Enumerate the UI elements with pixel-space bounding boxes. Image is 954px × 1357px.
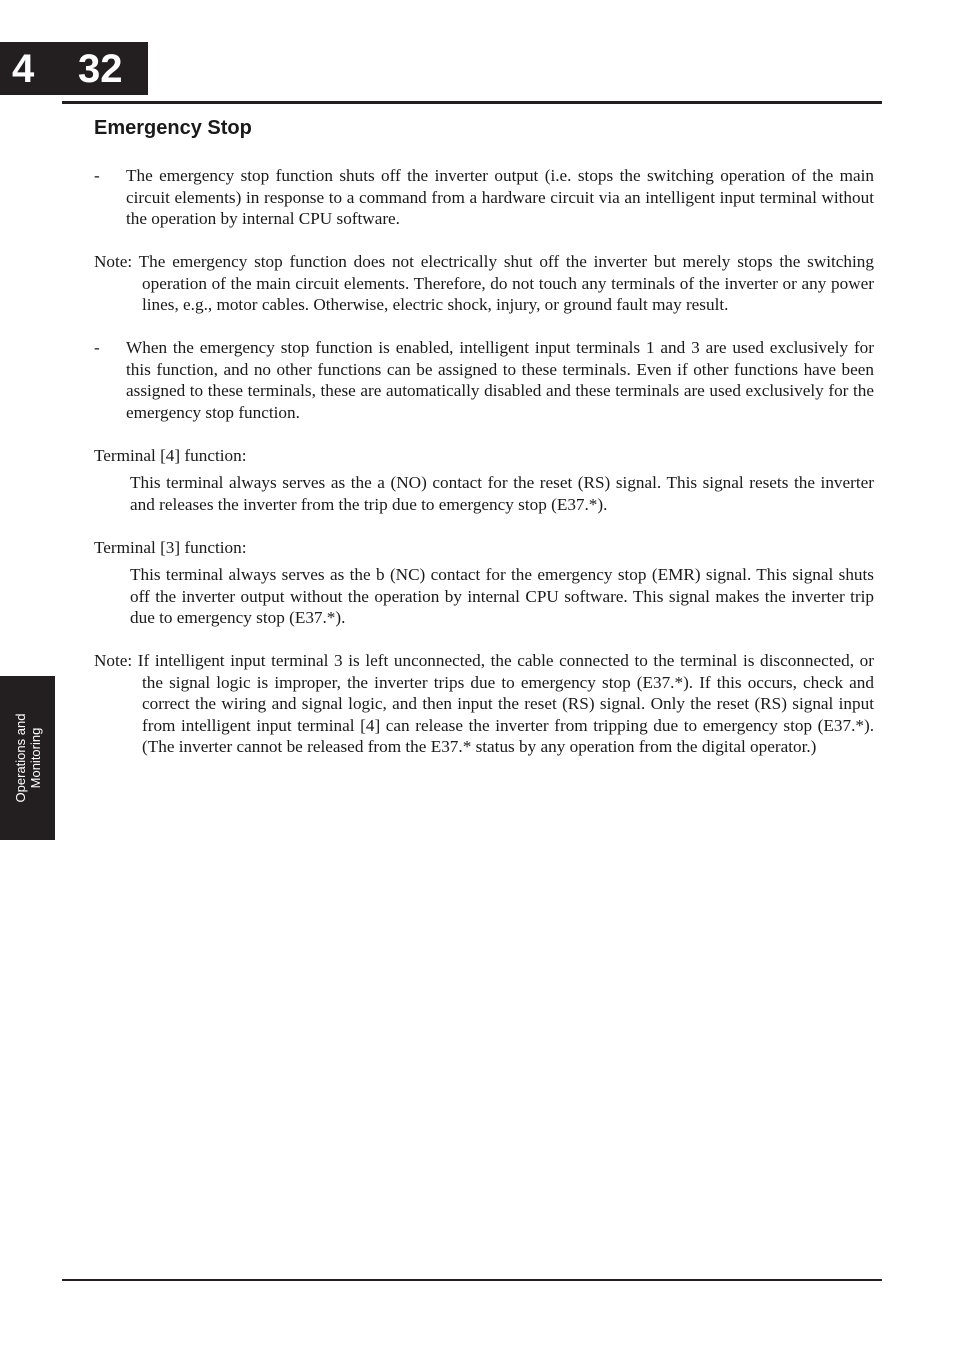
side-tab-label-line2: Monitoring	[27, 727, 43, 789]
bullet-text-2: When the emergency stop function is enabled, intelligent input terminals 1 and 3 are used exclusively for this function, and no other functions can be assigned to these terminals. Even if other functions have been assigned to these terminals, these are automatically disabled and these terminals are used exclusively for the emergency stop function.	[126, 338, 874, 422]
note-paragraph-1: Note: The emergency stop function does not electrically shut off the inverter but merely stops the switching operation of the main circuit elements. Therefore, do not touch any terminals of the inverter or any power lines, e.g., motor cables. Otherwise, electric shock, injury, or ground fault may result.	[94, 252, 874, 314]
section-body	[94, 165, 874, 758]
bullet-marker: -	[94, 166, 100, 185]
terminal-3-description: This terminal always serves as the b (NC) contact for the emergency stop (EMR) signal. This signal shuts off the inverter output without the operation by internal CPU software. This signal makes the inverter trip due to emergency stop (E37.*).	[130, 565, 874, 627]
header-rule	[62, 101, 882, 104]
terminal-4-label: Terminal [4] function:	[94, 445, 247, 465]
terminal-4-description: This terminal always serves as the a (NO) contact for the reset (RS) signal. This signal resets the inverter and releases the inverter from the trip due to emergency stop (E37.*).	[130, 473, 874, 514]
chapter-side-tab	[0, 676, 55, 840]
page-number-tab	[0, 42, 148, 95]
chapter-number: 4	[12, 47, 35, 91]
page-number: 32	[78, 47, 123, 91]
bullet-text-1: The emergency stop function shuts off the inverter output (i.e. stops the switching operation of the main circuit elements) in response to a command from a hardware circuit via an intelligent input terminal without the operation by internal CPU software.	[126, 166, 874, 228]
bullet-paragraph-1	[94, 165, 874, 230]
terminal-3-label: Terminal [3] function:	[94, 537, 247, 557]
bullet-paragraph-2	[94, 337, 874, 423]
footer-rule	[62, 1279, 882, 1281]
section-title: Emergency Stop	[94, 117, 252, 139]
note-paragraph-2: Note: If intelligent input terminal 3 is left unconnected, the cable connected to the terminal is disconnected, or the signal logic is improper, the inverter trips due to emergency stop (E37.*). If this occurs, check and correct the wiring and signal logic, and then input the reset (RS) signal. Only the reset (RS) signal input from intelligent input terminal [4] can release the inverter from tripping due to emergency stop (E37.*). (The inverter cannot be released from the E37.* status by any operation from the digital operator.)	[94, 651, 874, 756]
side-tab-label-line1: Operations and	[12, 713, 28, 803]
bullet-marker: -	[94, 338, 100, 357]
side-tab-label	[13, 714, 43, 803]
